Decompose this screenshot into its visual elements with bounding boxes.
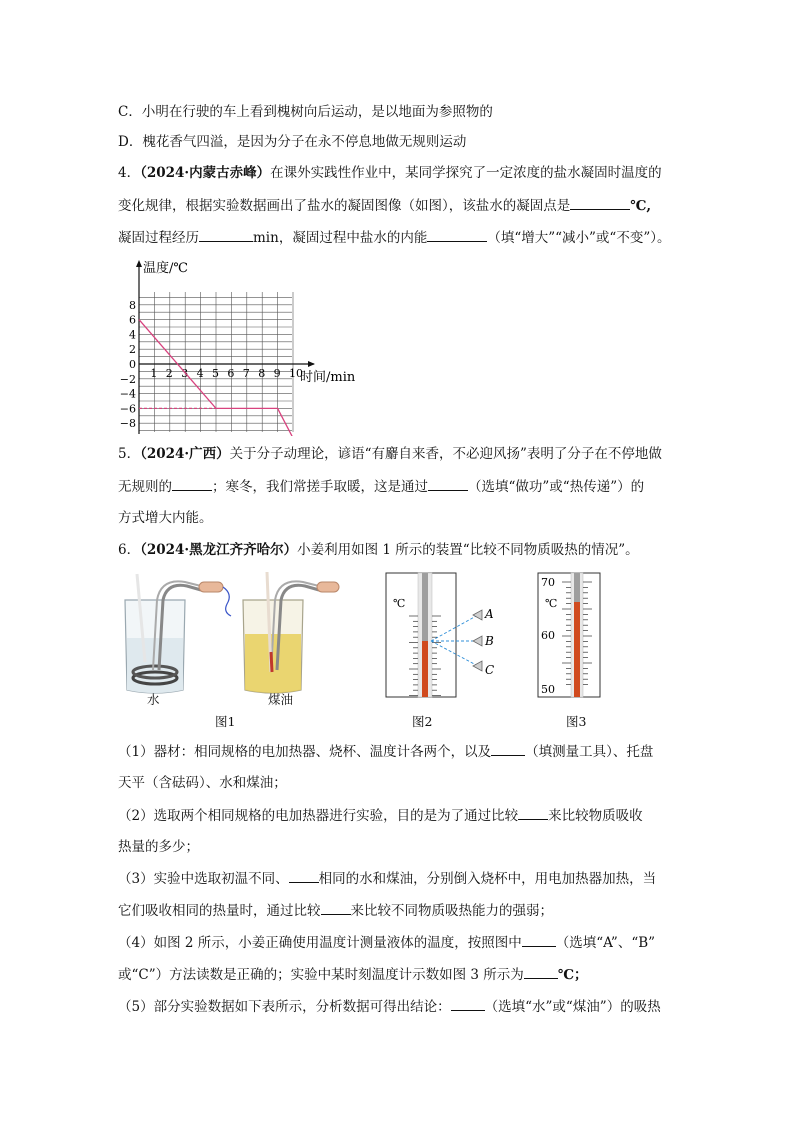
eye-c-icon [473,661,482,671]
y-tick-label: −6 [119,402,136,416]
x-tick-label: 8 [258,367,266,380]
q6-p4-b: （选填“A”、“B” [555,935,656,951]
q6-p5-a: （5）部分实验数据如下表所示，分析数据可得出结论： [118,999,451,1015]
q4-unit: ℃, [630,198,652,214]
q6-p3-c: 它们吸收相同的热量时，通过比较 [118,903,321,919]
answer-blank-method[interactable] [428,478,468,491]
answer-blank-duration[interactable] [199,229,253,242]
q6-p1-line-2: 天平（含砝码）、水和煤油； [118,775,287,791]
x-tick-label: 1 [150,367,158,380]
y-tick-label: −4 [119,387,136,401]
q4-line-2 [118,197,651,214]
fig2-unit: ℃ [393,597,406,610]
q6-p3-line-1 [118,870,656,887]
answer-blank-internal-energy[interactable] [427,229,487,242]
fig2-label-c: C [485,663,495,677]
x-tick-label: 9 [273,367,281,380]
q6-p4-d: ℃； [557,967,588,983]
q6-p4-line-1 [118,934,655,951]
x-axis-arrow [308,361,315,367]
beaker-water [125,574,231,693]
answer-blank-method-choice[interactable] [522,934,556,947]
q6-line-1 [118,542,639,558]
q6-number: 6． [118,542,141,558]
caption-fig1: 图1 [215,714,236,729]
answer-blank-compare-heat[interactable] [518,807,548,820]
x-tick-label: 3 [181,367,189,380]
x-tick-label: 5 [212,367,219,380]
chart-xlabel: 时间/min [300,370,356,385]
figure-3-thermometer [537,572,607,700]
q6-p4-c: 或“C”）方法读数是正确的；实验中某时刻温度计示数如图 3 所示为 [118,967,524,983]
q5-line-2 [118,478,644,495]
label-oil: 煤油 [268,692,294,707]
q5-text-2c: （选填“做功”或“热传递”）的 [468,479,645,495]
option-c: C．小明在行驶的车上看到槐树向后运动，是以地面为参照物的 [118,104,493,120]
q5-source: （2024·广西） [140,446,230,462]
y-tick-label: −8 [119,417,136,431]
fig3-unit: ℃ [545,597,558,610]
caption-fig2: 图2 [412,714,433,729]
q6-p2-line-1 [118,807,643,824]
q4-line-3 [118,229,671,246]
q4-text-2: 变化规律，根据实验数据画出了盐水的凝固图像（如图），该盐水的凝固点是 [118,198,571,214]
q6-p1-b: （填测量工具）、托盘 [525,744,654,760]
q6-p1-a: （1）器材：相同规格的电加热器、烧杯、温度计各两个，以及 [118,744,492,760]
chart-ylabel: 温度/℃ [143,261,188,276]
answer-blank-temperature[interactable] [524,966,558,979]
caption-fig3: 图3 [566,714,587,729]
q6-p3-line-2 [118,902,553,919]
x-tick-label: 6 [227,367,235,380]
q4-text-3c: （填“增大”“减小”或“不变”）。 [487,230,671,246]
q6-p1-line-1 [118,743,653,760]
y-tick-label: −2 [119,372,136,386]
y-tick-label: 6 [129,313,136,327]
beaker-oil [243,572,339,693]
answer-blank-substance[interactable] [451,998,485,1011]
q6-p2-b: 来比较物质吸收 [548,808,643,824]
q6-p5-line-1 [118,998,661,1015]
x-tick-label: 7 [242,367,250,380]
q6-source: （2024·黑龙江齐齐哈尔） [140,542,298,558]
q6-p3-b: 相同的水和煤油，分别倒入烧杯中，用电加热器加热，当 [318,871,657,887]
y-tick-label: 2 [129,343,136,357]
y-tick-label: 4 [129,328,136,342]
x-tick-label: 2 [165,367,173,380]
answer-blank-motion[interactable] [172,478,212,491]
q5-text-2a: 无规则的 [118,479,172,495]
q6-p4-a: （4）如图 2 所示，小姜正确使用温度计测量液体的温度，按照图中 [118,935,522,951]
q4-source: （2024·内蒙古赤峰） [140,165,271,181]
q5-line-1 [118,446,662,462]
q4-line-1 [118,165,662,181]
q4-number: 4． [118,165,141,181]
q5-text-2b: ；寒冬，我们常搓手取暖，这是通过 [212,479,428,495]
fig2-label-a: A [485,607,494,621]
q6-p3-d: 来比较不同物质吸热能力的强弱； [350,903,553,919]
figure-1-beakers [115,572,340,697]
q6-text-1: 小姜利用如图 1 所示的装置“比较不同物质吸热的情况”。 [297,542,639,558]
y-axis-arrow [136,260,142,267]
answer-blank-same-quantity[interactable] [289,870,319,883]
y-tick-label: 0 [129,358,136,371]
q6-p3-a: （3）实验中选取初温不同、 [118,871,289,887]
q4-text-3a: 凝固过程经历 [118,230,199,246]
option-d: D．槐花香气四溢，是因为分子在永不停息地做无规则运动 [118,134,467,150]
y-tick-label: 8 [129,298,136,312]
q4-text-1: 在课外实践性作业中，某同学探究了一定浓度的盐水凝固时温度的 [270,165,662,181]
label-water: 水 [147,692,160,707]
q6-p4-line-2 [118,966,588,983]
eye-a-icon [473,610,482,620]
q5-text-1: 关于分子动理论，谚语“有麝自来香，不必迎风扬”表明了分子在不停地做 [229,446,662,462]
q5-line-3: 方式增大内能。 [118,510,213,526]
fig3-tick-50: 50 [541,683,555,696]
answer-blank-tool[interactable] [491,743,525,756]
q5-number: 5． [118,446,141,462]
answer-blank-compare-ability[interactable] [321,902,351,915]
fig2-label-b: B [485,634,494,648]
q6-p5-b: （选填“水”或“煤油”）的吸热 [484,999,661,1015]
freezing-chart [116,256,356,436]
chart-grid [139,292,293,432]
q6-p2-a: （2）选取两个相同规格的电加热器进行实验，目的是为了通过比较 [118,808,519,824]
x-tick-label: 4 [196,367,204,380]
x-tick-label: 10 [289,367,303,380]
answer-blank-freezing-point[interactable] [570,197,630,210]
q6-p2-line-2: 热量的多少； [118,839,199,855]
eye-b-icon [473,636,482,646]
fig3-tick-70: 70 [541,576,555,589]
fig3-tick-60: 60 [541,629,555,642]
q4-text-3b: min，凝固过程中盐水的内能 [253,230,428,246]
figure-2-thermometer [385,572,515,700]
